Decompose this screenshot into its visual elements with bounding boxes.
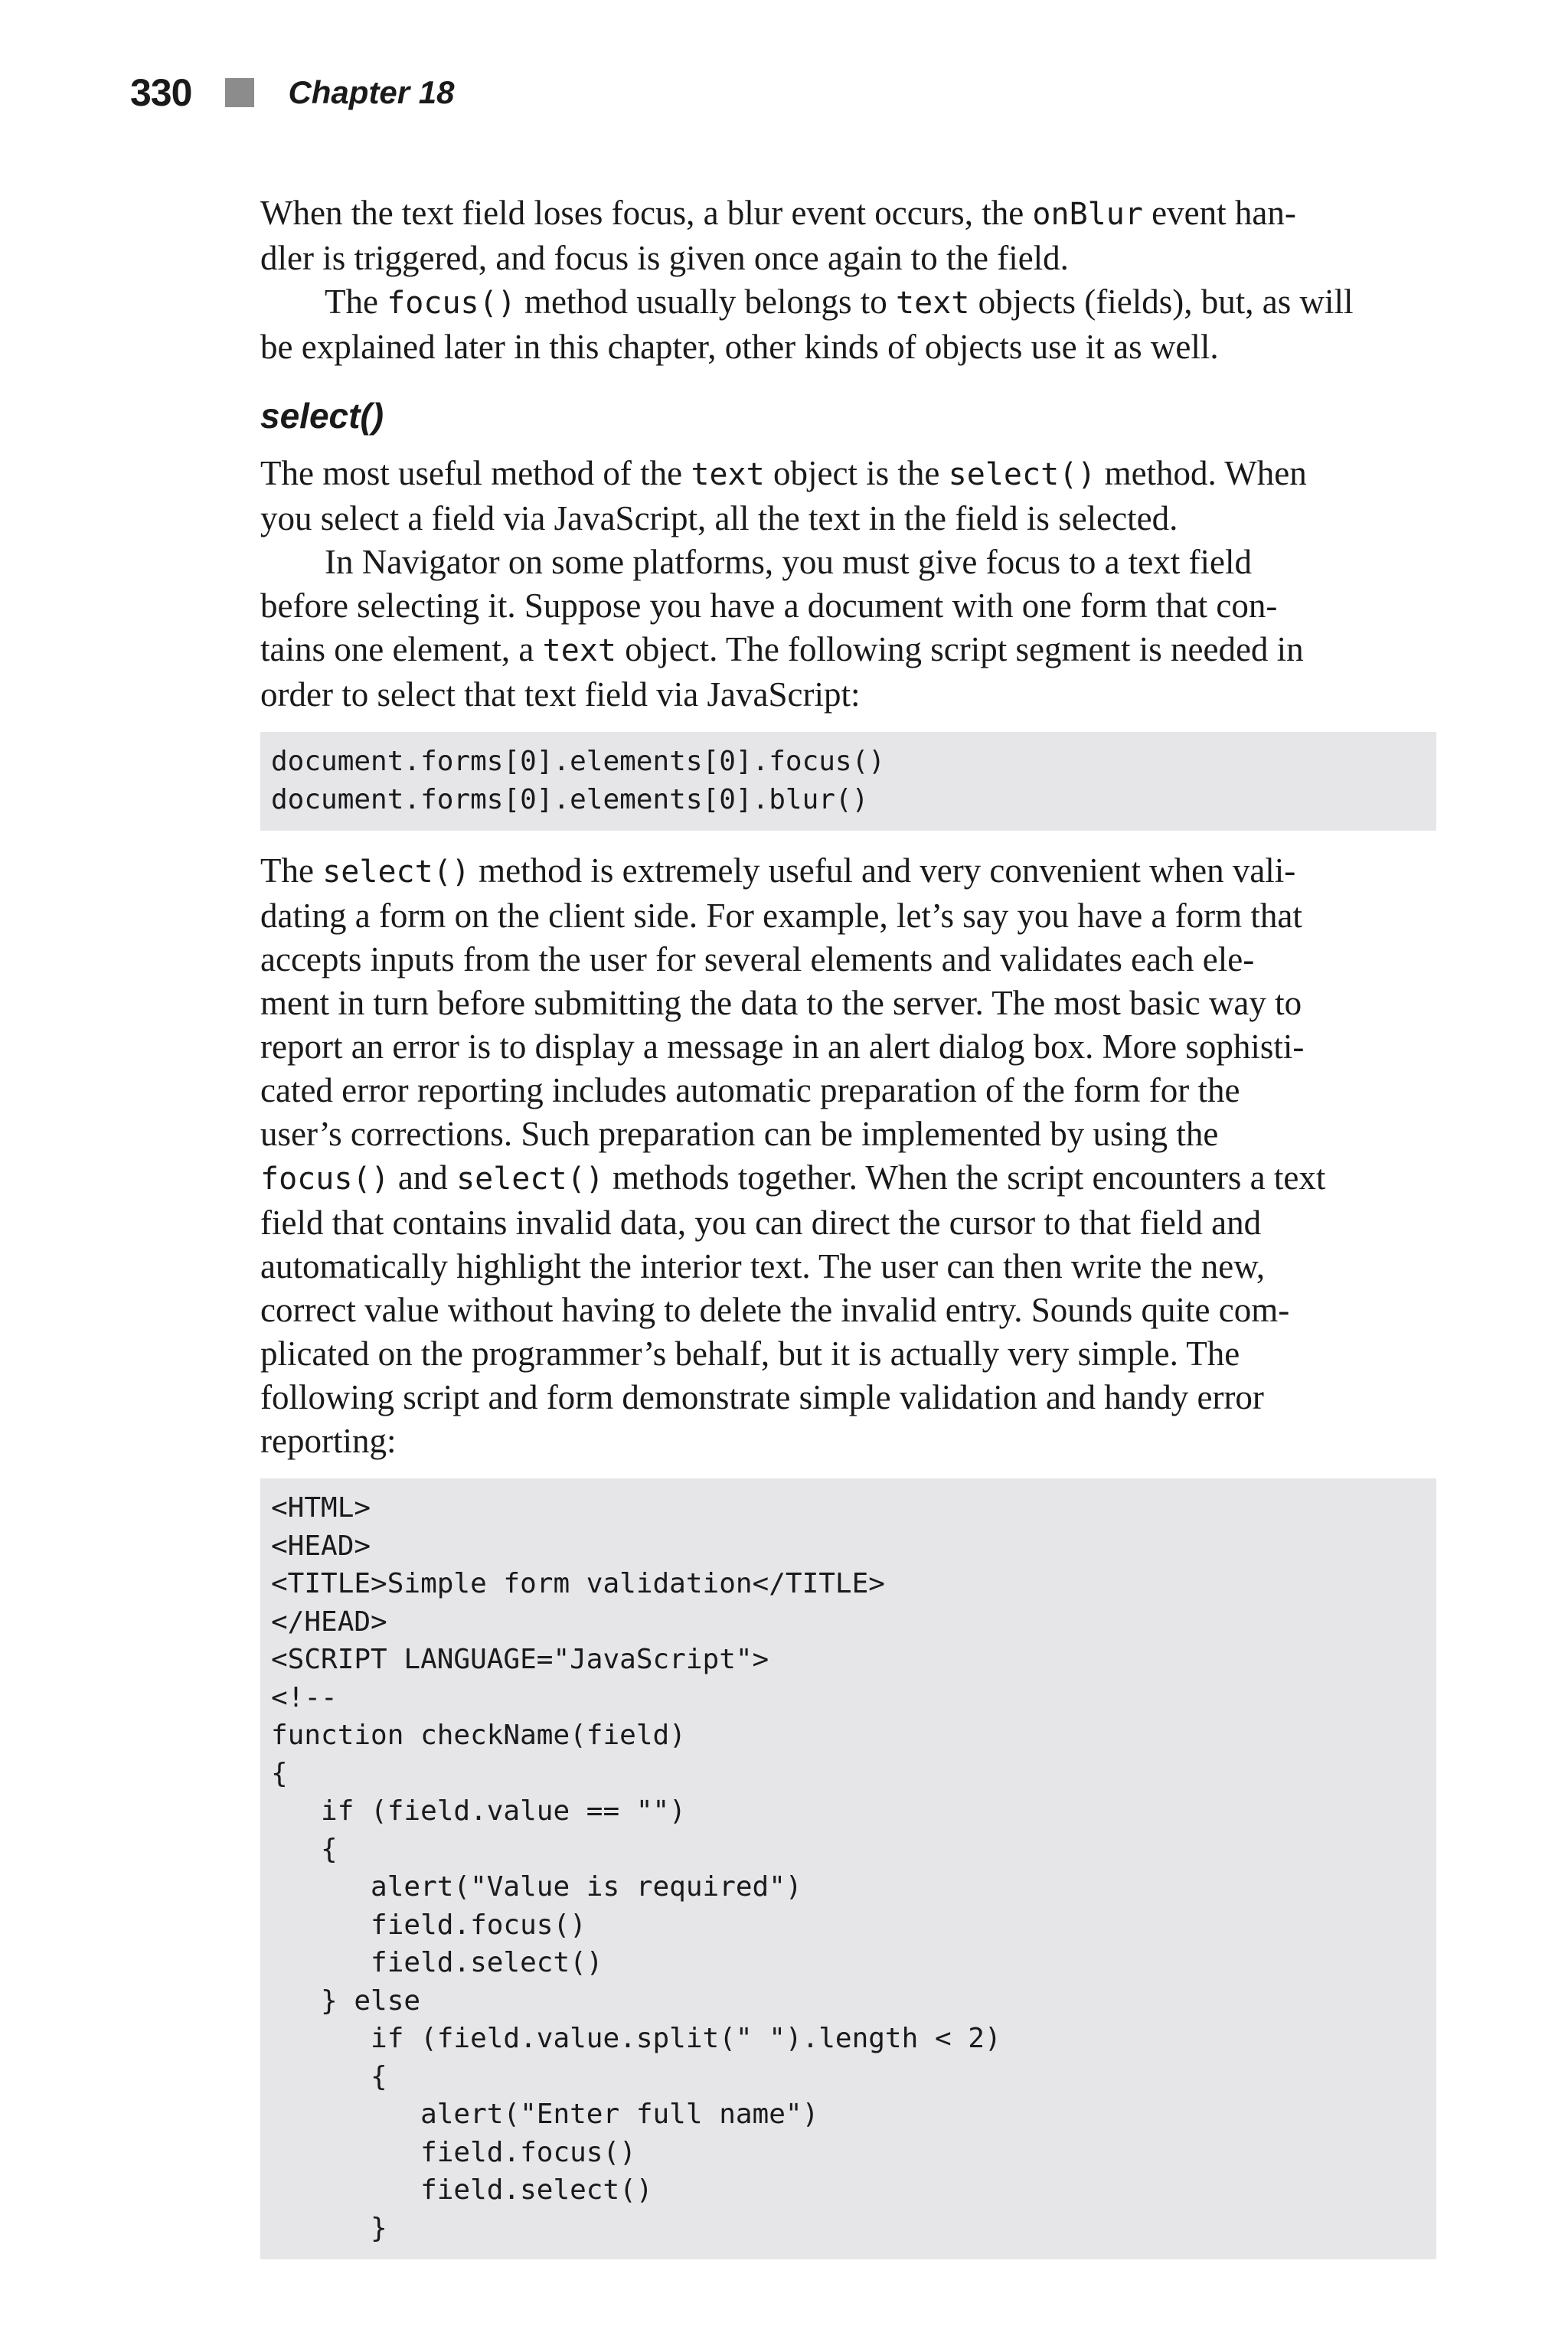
code-line: <HEAD> bbox=[271, 1530, 371, 1562]
text-line: The focus() method usually belongs to text objects (fields), but, as will bbox=[325, 283, 1354, 321]
chapter-label: Chapter 18 bbox=[288, 74, 455, 110]
code-line: field.select() bbox=[271, 1947, 603, 1978]
code-line: } bbox=[271, 2212, 387, 2244]
page-number: 330 bbox=[130, 71, 192, 114]
code-line: field.select() bbox=[271, 2174, 653, 2206]
text-line: focus() and select() methods together. When the script encounters a text bbox=[260, 1158, 1326, 1197]
paragraph-validation bbox=[260, 849, 1436, 1463]
code-line: </HEAD> bbox=[271, 1606, 387, 1638]
header-square-icon bbox=[225, 78, 254, 107]
text-line: tains one element, a text object. The following script segment is needed in bbox=[260, 630, 1304, 668]
section-heading: select() bbox=[260, 396, 384, 436]
code-line: <!-- bbox=[271, 1681, 338, 1713]
paragraph-blur bbox=[260, 191, 1436, 280]
text-line: dler is triggered, and focus is given once again to the field. bbox=[260, 239, 1069, 277]
code-line: { bbox=[271, 2060, 387, 2092]
text-line: be explained later in this chapter, other kinds of objects use it as well. bbox=[260, 328, 1219, 366]
code-line: if (field.value.split(" ").length < 2) bbox=[271, 2023, 1001, 2054]
text-line: cated error reporting includes automatic preparation of the form for the bbox=[260, 1071, 1240, 1109]
text-line: accepts inputs from the user for several elements and validates each ele- bbox=[260, 940, 1255, 978]
text-line: user’s corrections. Such preparation can be implemented by using the bbox=[260, 1115, 1219, 1153]
text-line: automatically highlight the interior text. The user can then write the new, bbox=[260, 1247, 1266, 1285]
code-line: <HTML> bbox=[271, 1492, 371, 1524]
paragraph-select bbox=[260, 452, 1436, 541]
text-line: you select a field via JavaScript, all the text in the field is selected. bbox=[260, 499, 1178, 537]
code-line: field.focus() bbox=[271, 1909, 586, 1941]
text-line: following script and form demonstrate simple validation and handy error bbox=[260, 1378, 1264, 1416]
page-body bbox=[260, 191, 1436, 2278]
code-line: <TITLE>Simple form validation</TITLE> bbox=[271, 1568, 885, 1599]
code-line: <SCRIPT LANGUAGE="JavaScript"> bbox=[271, 1644, 769, 1675]
text-line: plicated on the programmer’s behalf, but it is actually very simple. The bbox=[260, 1334, 1240, 1373]
text-line: report an error is to display a message in an alert dialog box. More sophisti- bbox=[260, 1027, 1305, 1066]
text-line: The most useful method of the text object is the select() method. When bbox=[260, 454, 1307, 492]
paragraph-focus bbox=[260, 280, 1436, 369]
code-line: } else bbox=[271, 1984, 421, 2017]
code-line: field.focus() bbox=[271, 2136, 636, 2168]
page-header bbox=[130, 67, 455, 118]
code-line: if (field.value == "") bbox=[271, 1795, 686, 1827]
text-line: In Navigator on some platforms, you must give focus to a text field bbox=[325, 543, 1253, 581]
text-line: order to select that text field via JavaScript: bbox=[260, 675, 861, 714]
text-line: The select() method is extremely useful and very convenient when vali- bbox=[260, 851, 1296, 890]
text-line: dating a form on the client side. For example, let’s say you have a form that bbox=[260, 897, 1302, 935]
code-line: { bbox=[271, 1833, 338, 1865]
code-block-focus-blur bbox=[260, 732, 1436, 831]
text-line: field that contains invalid data, you can direct the cursor to that field and bbox=[260, 1204, 1262, 1242]
code-line: document.forms[0].elements[0].blur() bbox=[271, 783, 869, 815]
text-line: reporting: bbox=[260, 1422, 397, 1460]
text-line: before selecting it. Suppose you have a document with one form that con- bbox=[260, 586, 1278, 625]
code-line: alert("Value is required") bbox=[271, 1871, 802, 1903]
code-line: document.forms[0].elements[0].focus() bbox=[271, 746, 885, 777]
text-line: correct value without having to delete the invalid entry. Sounds quite com- bbox=[260, 1291, 1290, 1329]
code-line: function checkName(field) bbox=[271, 1720, 686, 1751]
code-line: alert("Enter full name") bbox=[271, 2099, 819, 2130]
text-line: When the text field loses focus, a blur event occurs, the onBlur event han- bbox=[260, 194, 1296, 232]
text-line: ment in turn before submitting the data to the server. The most basic way to bbox=[260, 984, 1302, 1022]
paragraph-navigator bbox=[260, 541, 1436, 717]
code-line: { bbox=[271, 1757, 288, 1789]
code-block-validation-script bbox=[260, 1478, 1436, 2259]
